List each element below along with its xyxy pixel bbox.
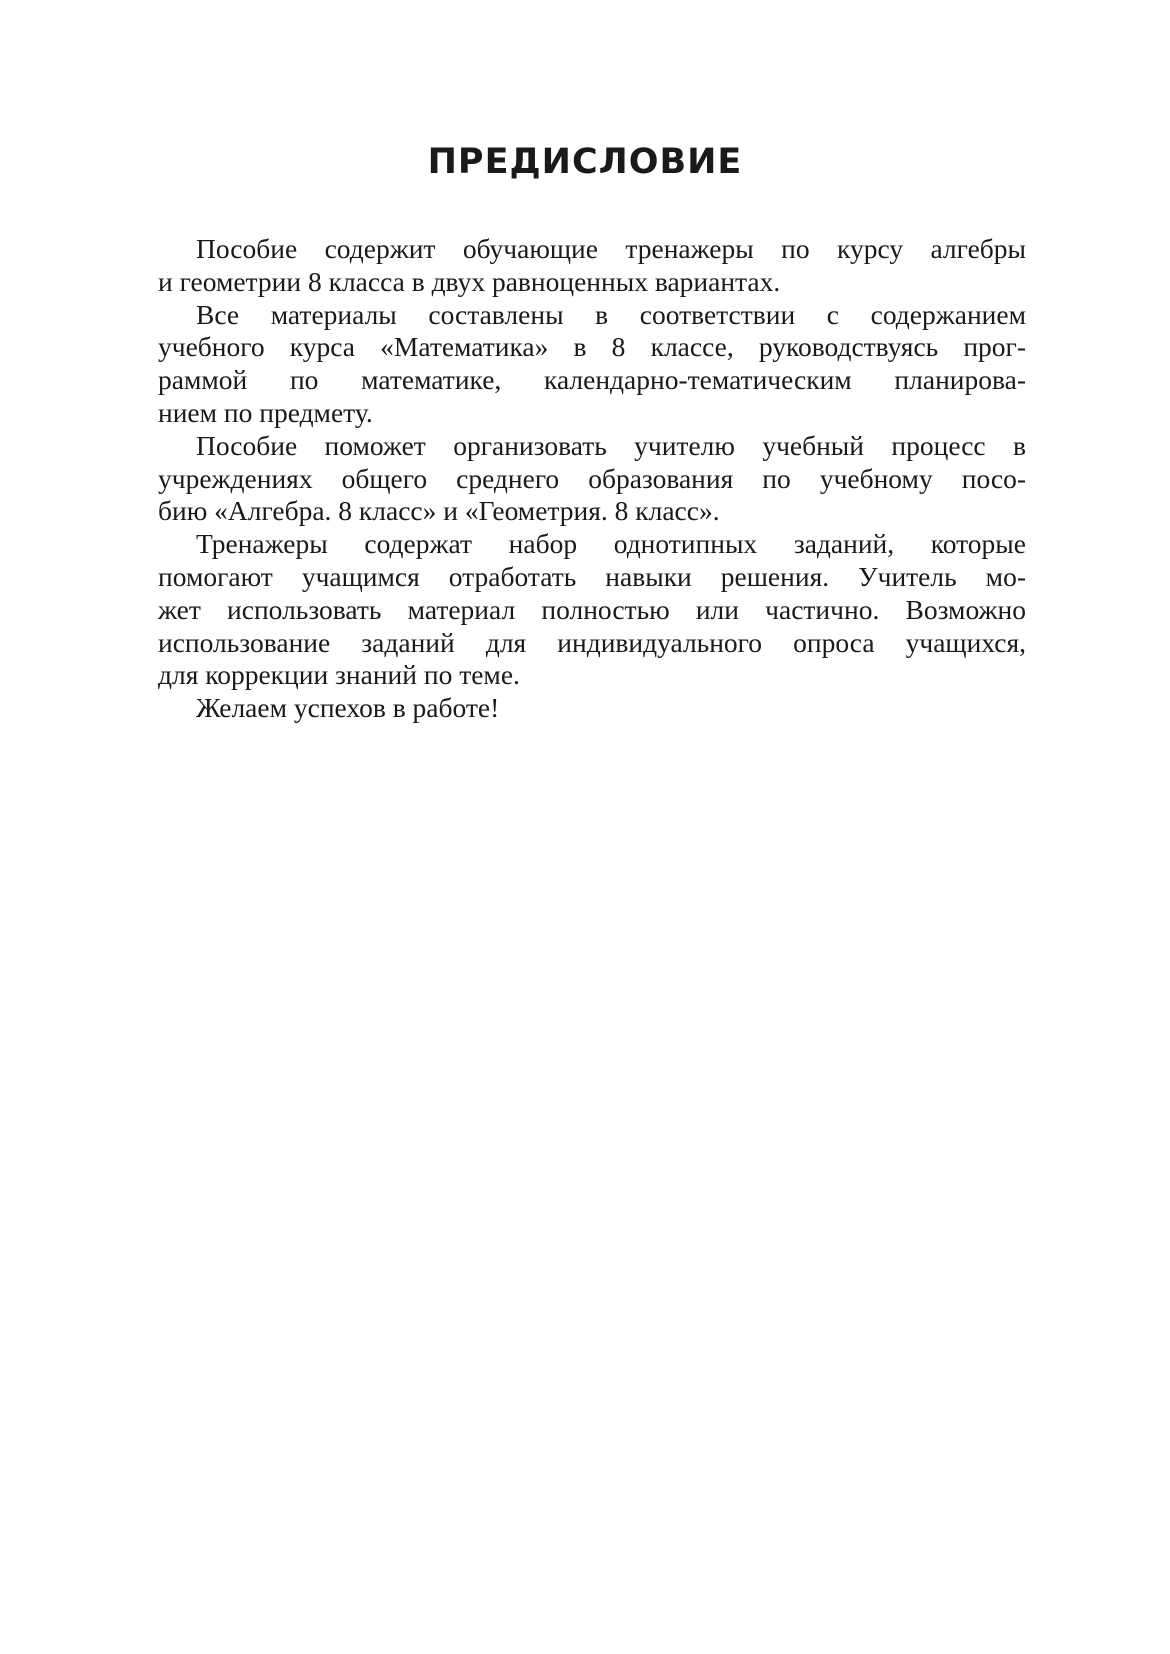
text-line: для коррекции знаний по теме. — [158, 659, 520, 691]
text-line: Тренажеры содержат набор однотипных заданий, которые — [196, 528, 1026, 560]
paragraph-3 — [158, 430, 1026, 528]
text-line: учебного курса «Математика» в 8 классе, руководствуясь прог- — [158, 331, 1026, 363]
text-line: жет использовать материал полностью или частично. Возможно — [158, 593, 1026, 625]
text-line: Пособие содержит обучающие тренажеры по курсу алгебры — [196, 233, 1026, 264]
page-title: ПРЕДИСЛОВИЕ — [427, 142, 743, 182]
text-line: раммой по математике, календарно-тематическим планирова- — [158, 364, 1026, 396]
text-line: Все материалы составлены в соответствии с содержанием — [196, 298, 1026, 330]
paragraph-2 — [158, 299, 1026, 430]
paragraph-1 — [158, 233, 1026, 299]
text-line: бию «Алгебра. 8 класс» и «Геометрия. 8 класс». — [158, 495, 720, 527]
text-line: и геометрии 8 класса в двух равноценных вариантах. — [158, 265, 781, 297]
paragraph-5 — [158, 692, 1026, 725]
text-line: Желаем успехов в работе! — [196, 692, 500, 724]
text-line: Пособие поможет организовать учителю учебный процесс в — [196, 429, 1026, 461]
text-line: использование заданий для индивидуального опроса учащихся, — [158, 626, 1026, 658]
text-line: помогают учащимся отработать навыки решения. Учитель мо- — [158, 560, 1026, 592]
text-line: нием по предмету. — [158, 396, 373, 428]
preface-body — [158, 233, 1026, 725]
text-line: учреждениях общего среднего образования по учебному посо- — [158, 462, 1026, 494]
paragraph-4 — [158, 528, 1026, 692]
